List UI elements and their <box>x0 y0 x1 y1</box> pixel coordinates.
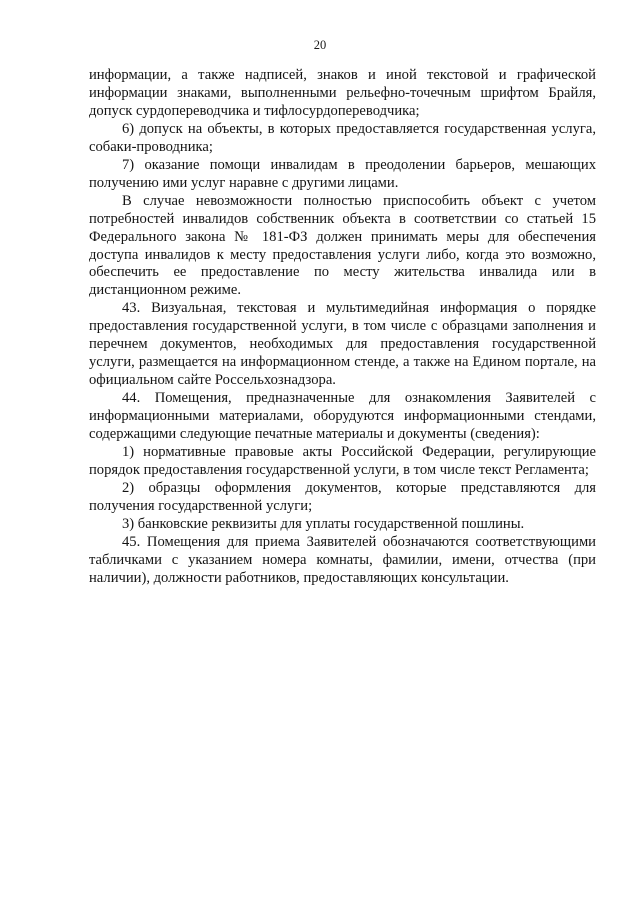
clause-44: 44. Помещения, предназначенные для ознакомления Заявителей с информационными материалами, оборудуются информационными стендами, содержащими следующие печатные материалы и документы (сведения): <box>89 390 596 443</box>
list-item-3: 3) банковские реквизиты для уплаты государственной пошлины. <box>122 515 525 532</box>
document-body <box>89 67 596 588</box>
list-item-7: 7) оказание помощи инвалидам в преодолении барьеров, мешающих получению ими услуг наравне с другими лицами. <box>89 156 596 191</box>
list-item-1: 1) нормативные правовые акты Российской Федерации, регулирующие порядок предоставления государственной услуги, в том числе текст Регламента; <box>89 444 596 478</box>
paragraph-continuation: информации, а также надписей, знаков и иной текстовой и графической информации знаками, выполненными рельефно-точечным шрифтом Брайля, допуск сурдопереводчика и тифлосурдопереводчика; <box>89 67 596 119</box>
page-number: 20 <box>313 38 327 52</box>
clause-43: 43. Визуальная, текстовая и мультимедийная информация о порядке предоставления государственной услуги, в том числе с образцами заполнения и перечнем документов, необходимых для предоставления государственной услуги, размещается на информационном стенде, а также на Едином портале, на официальном сайте Россельхознадзора. <box>89 300 596 389</box>
list-item-2: 2) образцы оформления документов, которые представляются для получения государственной услуги; <box>89 479 596 514</box>
clause-45: 45. Помещения для приема Заявителей обозначаются соответствующими табличками с указанием номера комнаты, фамилии, имени, отчества (при наличии), должности работников, предоставляющих консультации. <box>89 533 596 586</box>
paragraph-impossibility: В случае невозможности полностью приспособить объект с учетом потребностей инвалидов собственник объекта в соответствии со статьей 15 Федерального закона № 181-ФЗ должен принимать меры для обеспечения доступа инвалидов к месту предоставления услуги либо, когда это возможно, обеспечить ее предоставление по месту жительства инвалида или в дистанционном режиме. <box>89 192 596 299</box>
list-item-6: 6) допуск на объекты, в которых предоставляется государственная услуга, собаки-проводника; <box>89 120 596 155</box>
